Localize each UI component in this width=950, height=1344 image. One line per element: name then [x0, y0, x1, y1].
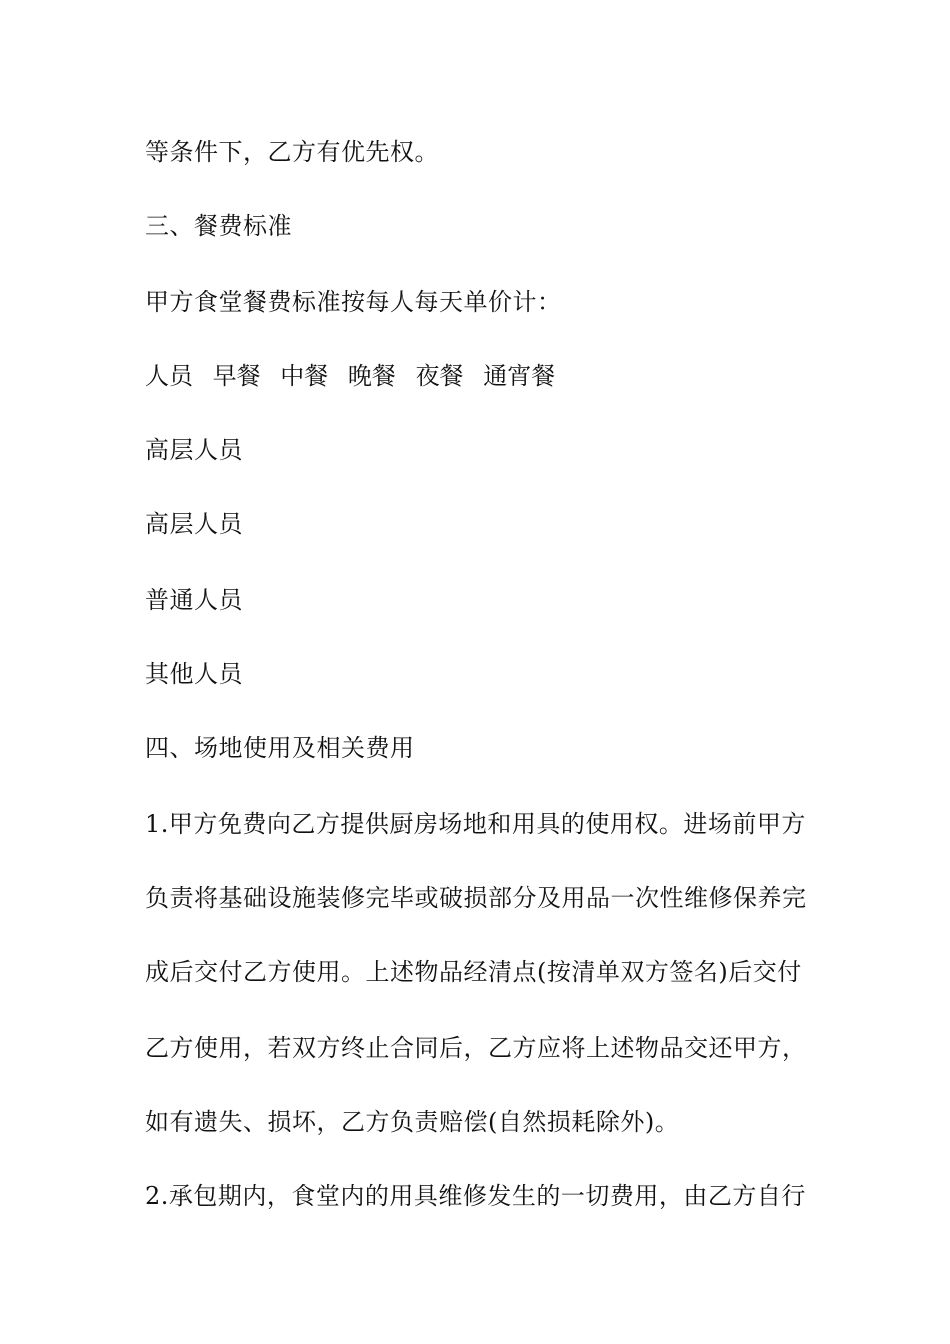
meal-header-cell: 夜餐: [415, 362, 464, 390]
paragraph-line: 2.承包期内，食堂内的用具维修发生的一切费用，由乙方自行: [145, 1182, 806, 1210]
paragraph-line: 成后交付乙方使用。上述物品经清点(按清单双方签名)后交付: [145, 958, 802, 986]
meal-header-cell: 中餐: [280, 362, 329, 390]
section-heading-meal-fee: 三、餐费标准: [145, 212, 292, 240]
meal-table-row: 高层人员: [145, 436, 243, 464]
meal-table-row: 其他人员: [145, 660, 243, 688]
paragraph-line: 负责将基础设施装修完毕或破损部分及用品一次性维修保养完: [145, 884, 807, 912]
meal-table-header: [145, 360, 825, 392]
section-heading-venue-fees: 四、场地使用及相关费用: [145, 734, 415, 762]
meal-table-row: 普通人员: [145, 586, 243, 614]
paragraph-line: 甲方食堂餐费标准按每人每天单价计：: [145, 288, 562, 316]
paragraph-line: 如有遗失、损坏，乙方负责赔偿(自然损耗除外)。: [145, 1108, 680, 1136]
meal-header-cell: 晚餐: [347, 362, 396, 390]
meal-header-cell: 人员: [145, 362, 193, 390]
meal-table-row: 高层人员: [145, 510, 243, 538]
meal-header-cell: 早餐: [212, 362, 261, 390]
paragraph-line: 1.甲方免费向乙方提供厨房场地和用具的使用权。进场前甲方: [145, 810, 806, 838]
meal-header-cell: 通宵餐: [483, 362, 556, 390]
paragraph-line: 乙方使用，若双方终止合同后，乙方应将上述物品交还甲方，: [145, 1034, 807, 1062]
paragraph-line: 等条件下，乙方有优先权。: [145, 138, 439, 166]
